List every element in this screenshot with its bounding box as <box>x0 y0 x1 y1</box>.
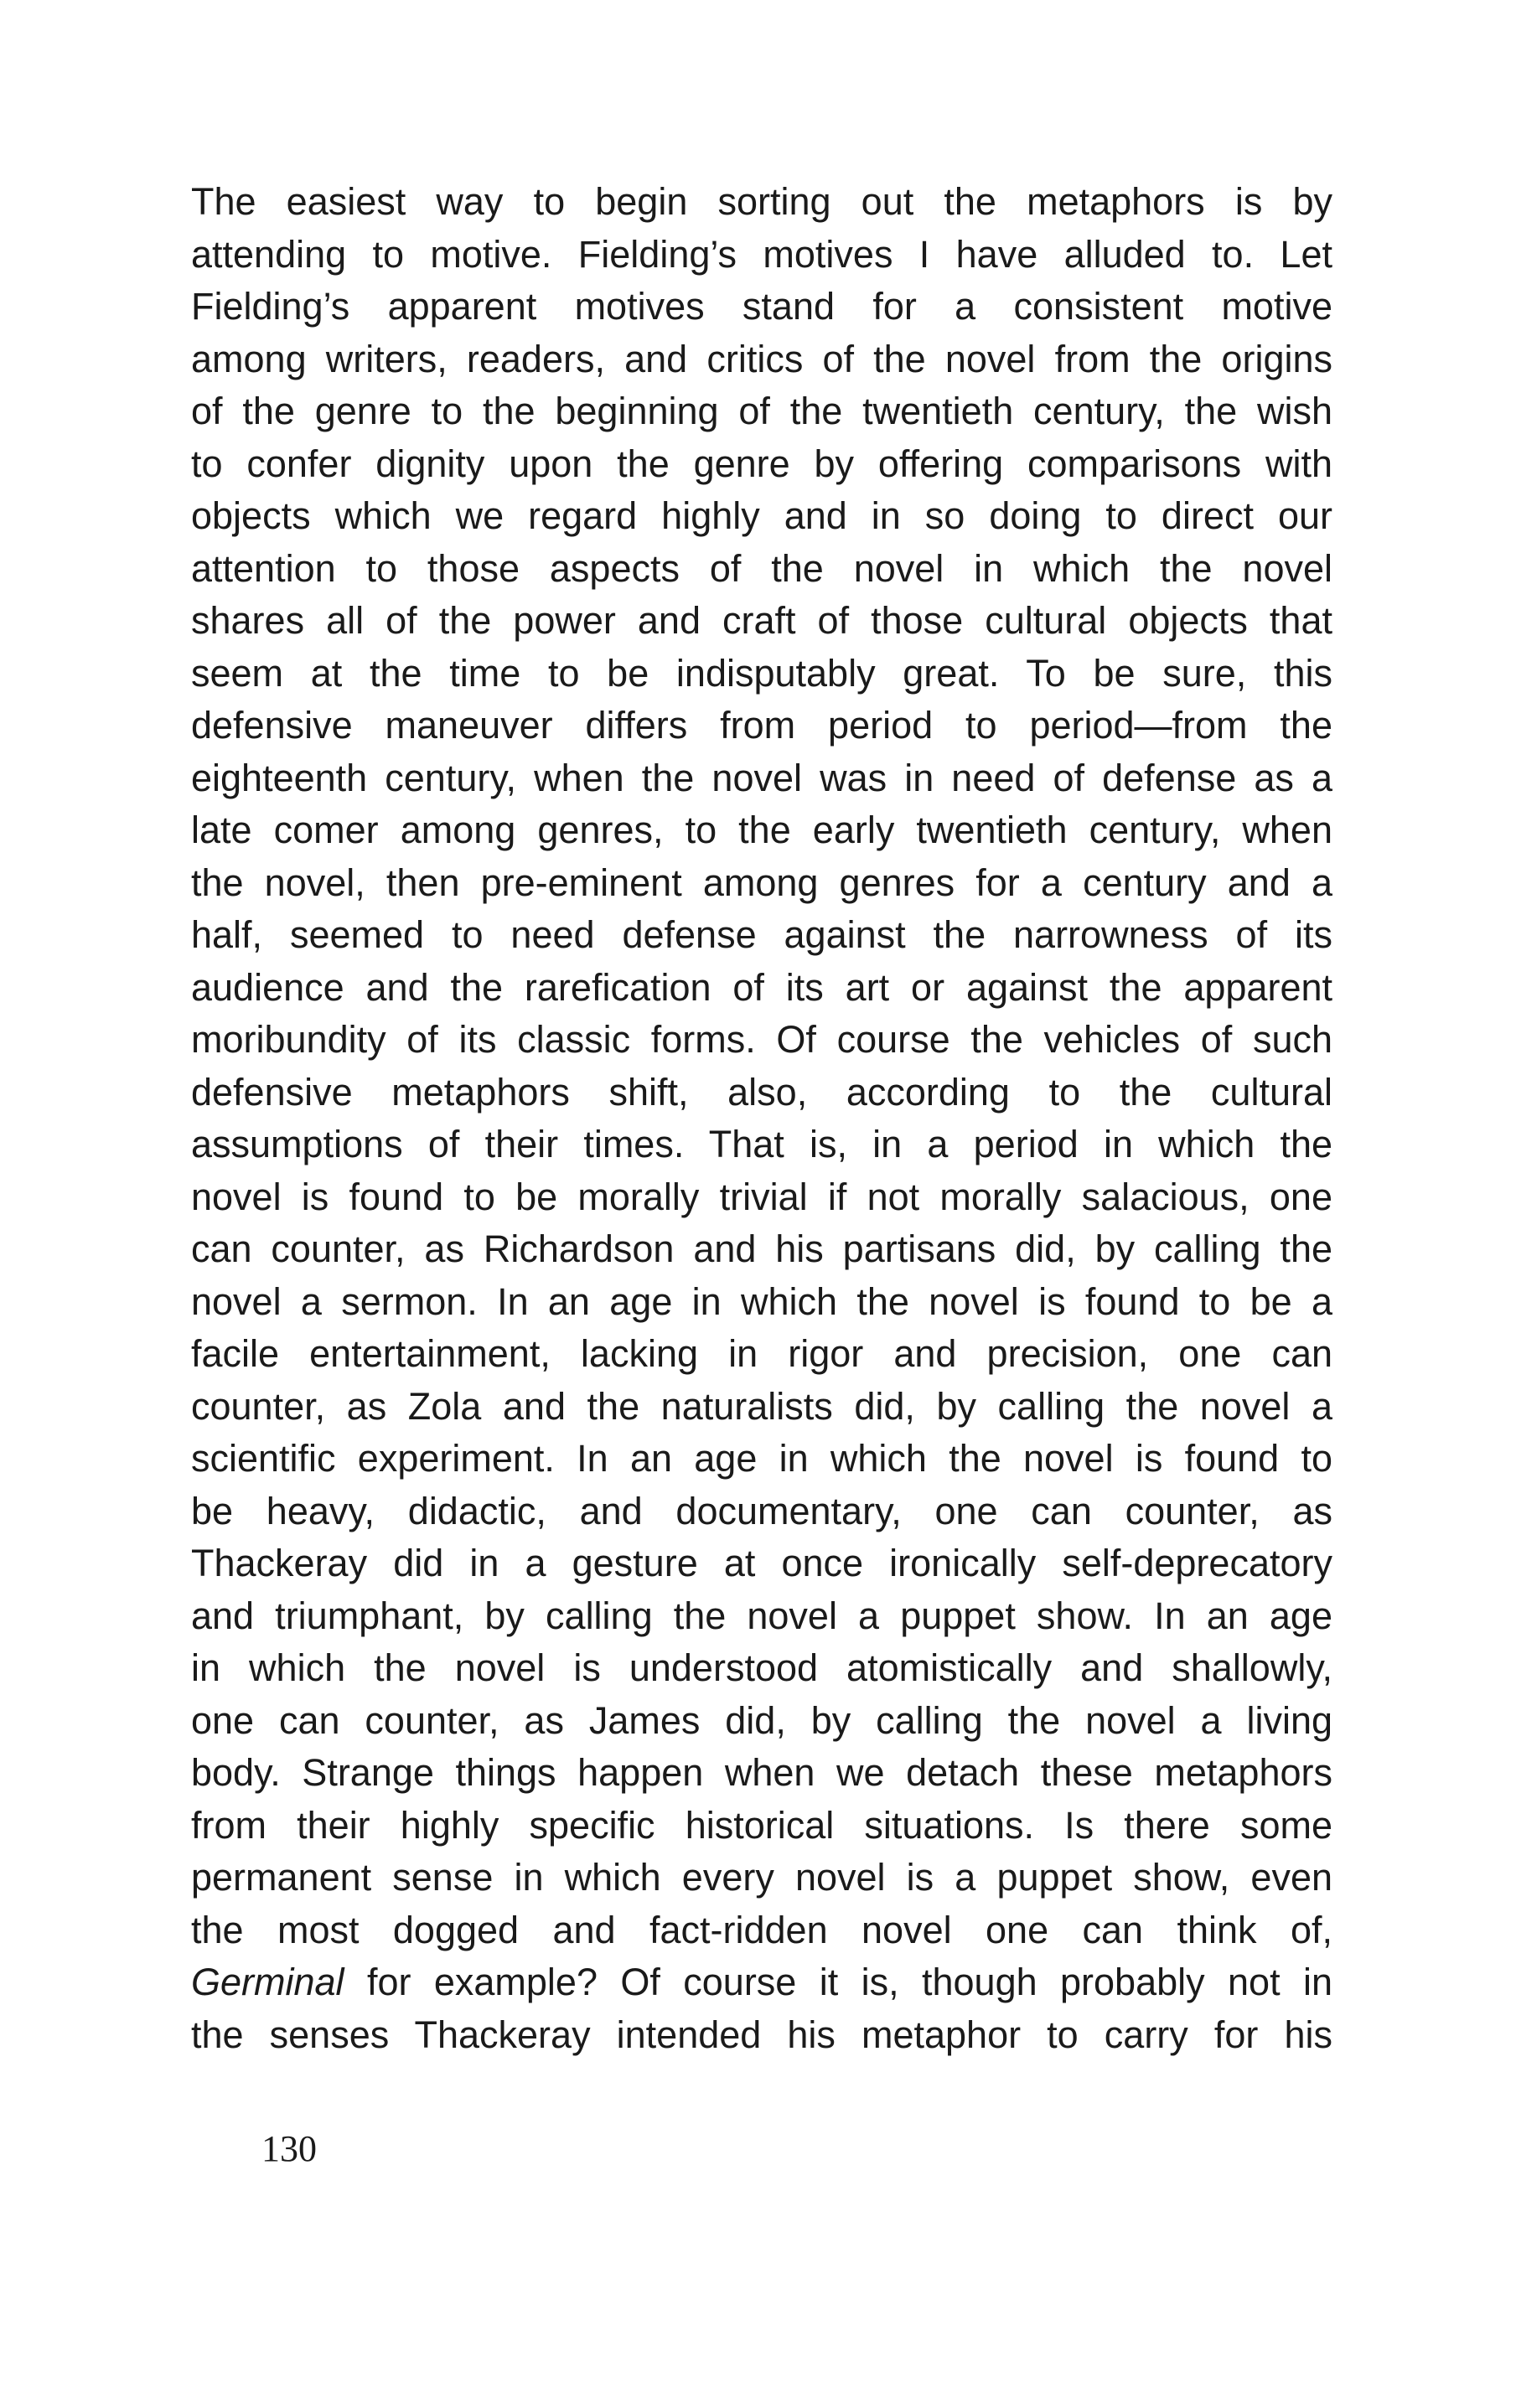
text-line: one can counter, as James did, by calling the novel a living <box>191 1698 1332 1742</box>
text-line: The easiest way to begin sorting out the metaphors is by <box>191 180 1332 223</box>
text-line: late comer among genres, to the early twentieth century, when <box>191 809 1332 851</box>
text-line: novel a sermon. In an age in which the novel is found to be a <box>191 1279 1332 1323</box>
text-line: of the genre to the beginning of the twentieth century, the wish <box>191 390 1332 432</box>
text-line-germinal <box>191 1956 1332 2009</box>
page-number: 130 <box>261 2128 317 2169</box>
text-line: seem at the time to be indisputably great. To be sure, this <box>191 651 1332 695</box>
text-line: among writers, readers, and critics of the novel from the origins <box>191 337 1332 380</box>
text-line: counter, as Zola and the naturalists did, by calling the novel a <box>191 1384 1332 1428</box>
text-line: be heavy, didactic, and documentary, one can counter, as <box>191 1489 1332 1532</box>
text-line-rest: for example? Of course it is, though probably not in <box>344 1961 1332 2003</box>
text-line: body. Strange things happen when we detach these metaphors <box>191 1751 1332 1794</box>
text-line: the most dogged and fact-ridden novel one can think of, <box>191 1908 1332 1951</box>
text-line: defensive maneuver differs from period to period—from the <box>191 704 1332 747</box>
text-line: from their highly specific historical situations. Is there some <box>191 1803 1332 1847</box>
text-line: moribundity of its classic forms. Of course the vehicles of such <box>191 1018 1332 1061</box>
text-line: novel is found to be morally trivial if not morally salacious, one <box>191 1175 1332 1218</box>
text-line: Thackeray did in a gesture at once ironically self-deprecatory <box>191 1542 1332 1584</box>
text-line: can counter, as Richardson and his partisans did, by calling the <box>191 1227 1332 1270</box>
text-line: scientific experiment. In an age in which the novel is found to <box>191 1437 1332 1480</box>
text-line: the senses Thackeray intended his metaphor to carry for his <box>191 2013 1332 2056</box>
text-line: assumptions of their times. That is, in a period in which the <box>191 1123 1332 1165</box>
text-line: eighteenth century, when the novel was in need of defense as a <box>191 756 1332 799</box>
text-line: the novel, then pre-eminent among genres for a century and a <box>191 860 1332 904</box>
text-line: shares all of the power and craft of those cultural objects that <box>191 599 1332 642</box>
text-line: in which the novel is understood atomistically and shallowly, <box>191 1646 1332 1689</box>
body-text <box>191 176 1332 2061</box>
text-line: objects which we regard highly and in so doing to direct our <box>191 494 1332 537</box>
text-line: attending to motive. Fielding’s motives I have alluded to. Let <box>191 232 1332 276</box>
text-line: and triumphant, by calling the novel a puppet show. In an age <box>191 1594 1332 1637</box>
text-line: attention to those aspects of the novel in which the novel <box>191 546 1332 590</box>
text-line: permanent sense in which every novel is a puppet show, even <box>191 1856 1332 1899</box>
text-line: defensive metaphors shift, also, according to the cultural <box>191 1070 1332 1114</box>
text-line: facile entertainment, lacking in rigor and precision, one can <box>191 1332 1332 1375</box>
text-line: to confer dignity upon the genre by offering comparisons with <box>191 442 1332 485</box>
text-line: Fielding’s apparent motives stand for a consistent motive <box>191 285 1332 328</box>
text-line: audience and the rarefication of its art or against the apparent <box>191 965 1332 1009</box>
book-title-germinal: Germinal <box>191 1961 344 2003</box>
text-line: half, seemed to need defense against the narrowness of its <box>191 913 1332 956</box>
